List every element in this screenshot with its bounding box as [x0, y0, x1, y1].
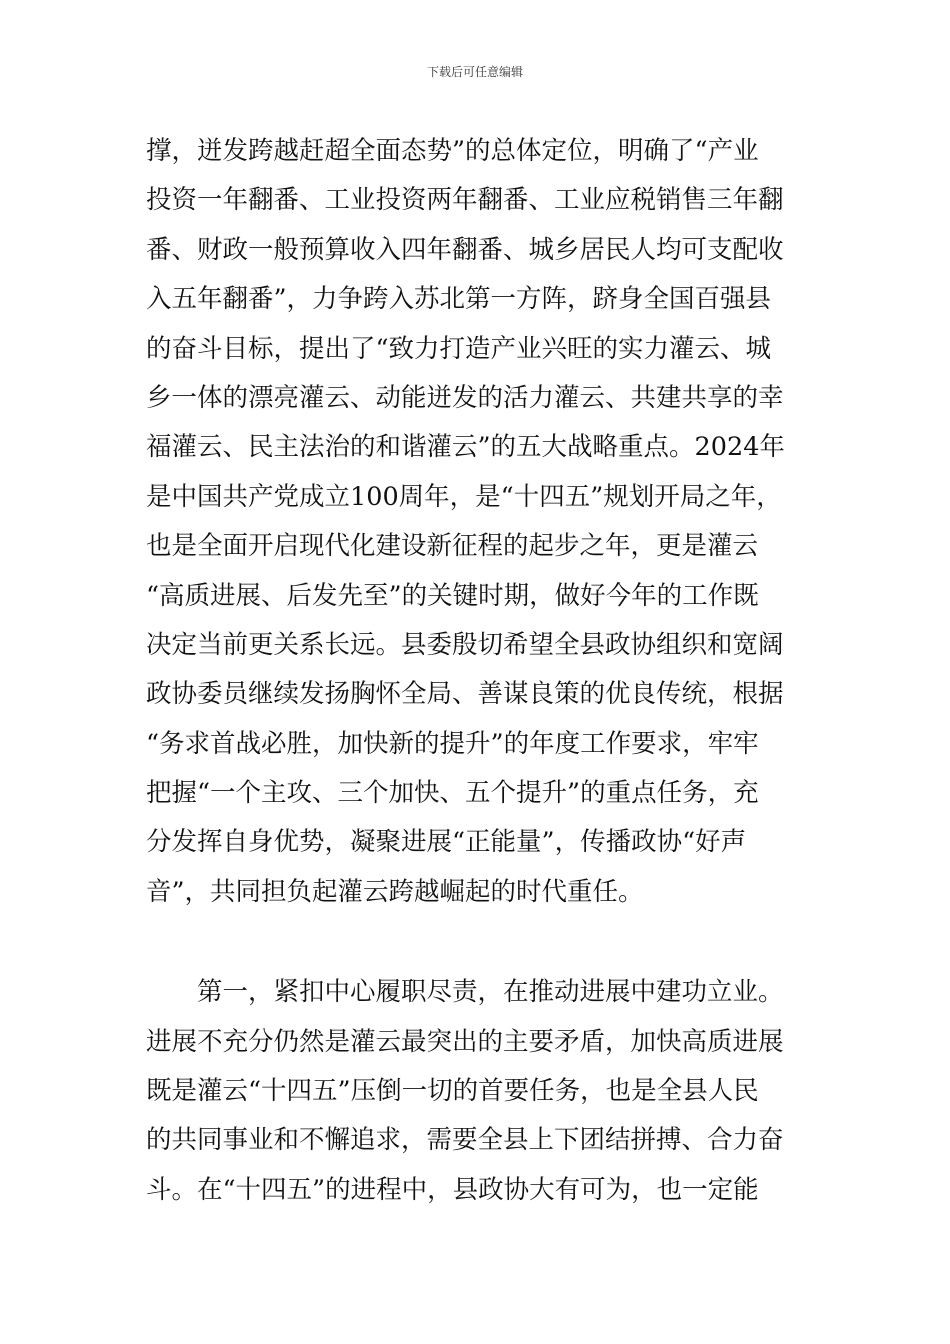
text-line: 把握“一个主攻、三个加快、五个提升”的重点任务，充: [146, 778, 759, 809]
paragraph-1: [146, 127, 810, 917]
text-line: 音”，共同担负起灌云跨越崛起的时代重任。: [146, 876, 644, 907]
text-line: 撑，迸发跨越赶超全面态势”的总体定位，明确了“产业: [146, 136, 759, 166]
text-line: 进展不充分仍然是灌云最突出的主要矛盾，加快高质进展: [146, 1026, 784, 1057]
text-line: 投资一年翻番、工业投资两年翻番、工业应税销售三年翻: [146, 185, 784, 216]
text-line: “高质进展、后发先至”的关键时期，做好今年的工作既: [146, 580, 759, 611]
text-line: 是中国共产党成立100周年，是“十四五”规划开局之年，: [146, 481, 782, 512]
text-line: 入五年翻番”，力争跨入苏北第一方阵，跻身全国百强县: [146, 284, 772, 315]
text-line: 的奋斗目标，提出了“致力打造产业兴旺的实力灌云、城: [146, 333, 772, 364]
text-line: 政协委员继续发扬胸怀全局、善谋良策的优良传统，根据: [146, 679, 784, 710]
document-body: [146, 127, 810, 1215]
paragraph-spacer: [146, 917, 810, 968]
text-line: 分发挥自身优势，凝聚进展“正能量”，传播政协“好声: [146, 827, 747, 858]
text-line: 斗。在“十四五”的进程中，县政协大有可为，也一定能: [146, 1174, 759, 1205]
text-line: 福灌云、民主法治的和谐灌云”的五大战略重点。2024年: [146, 432, 785, 463]
text-line: 的共同事业和不懈追求，需要全县上下团结拼搏、合力奋: [146, 1125, 784, 1156]
page-header: 下载后可任意编辑: [426, 65, 523, 79]
text-line: “务求首战必胜，加快新的提升”的年度工作要求，牢牢: [146, 728, 759, 759]
text-line: 第一，紧扣中心履职尽责，在推动进展中建功立业。: [146, 977, 784, 1008]
text-line: 既是灌云“十四五”压倒一切的首要任务，也是全县人民: [146, 1076, 759, 1107]
text-line: 决定当前更关系长远。县委殷切希望全县政协组织和宽阔: [146, 629, 784, 660]
text-line: 番、财政一般预算收入四年翻番、城乡居民人均可支配收: [146, 234, 784, 265]
text-line: 也是全面开启现代化建设新征程的起步之年，更是灌云: [146, 531, 759, 562]
text-line: 乡一体的漂亮灌云、动能迸发的活力灌云、共建共享的幸: [146, 382, 784, 413]
paragraph-2: [146, 968, 810, 1215]
